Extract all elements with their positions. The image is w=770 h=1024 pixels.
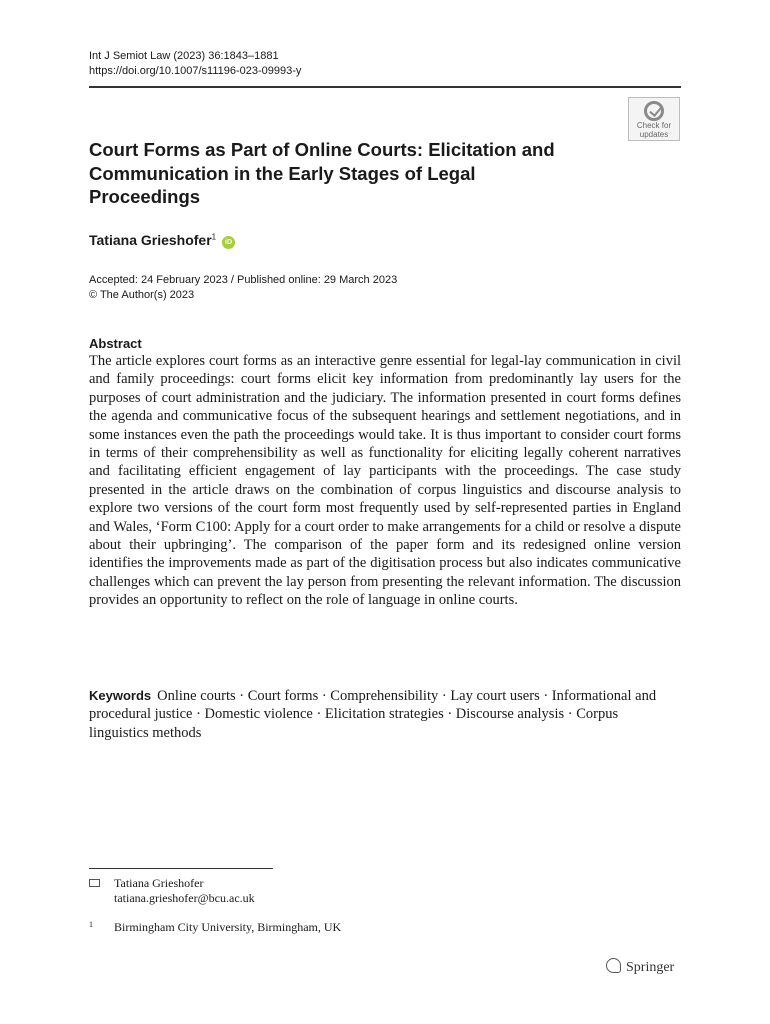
journal-header	[89, 49, 301, 79]
publisher-name: Springer	[626, 960, 675, 975]
affiliation-text: Birmingham City University, Birmingham, UK	[114, 920, 342, 934]
keywords-block	[89, 687, 681, 742]
journal-citation: Int J Semiot Law (2023) 36:1843–1881	[89, 50, 279, 62]
abstract-text: The article explores court forms as an interactive genre essential for legal-lay communication in civil and family proceedings: court forms elicit key information from predominantly lay users for the purposes of court administration and the judiciary. The information presented in court forms defines the agenda and communicative focus of the subsequent hearings and settlement negotiations, and in some instances even the path the proceedings would take. It is thus important to consider court forms in terms of their comprehensibility as well as functionality for eliciting legally coherent narratives and facilitating efficient engagement of lay participants with the proceedings. The case study presented in the article draws on the combination of corpus linguistics and discourse analysis to explore two versions of the court form most frequently used by self-represented parties in England and Wales, ‘Form C100: Apply for a court order to make arrangements for a child or resolve a dispute about their upbringing’. The comparison of the paper form and its redesigned online version identifies the improvements made as part of the digitisation process but also indicates communicative challenges which can prevent the lay person from presenting the relevant information. The discussion provides an opportunity to reflect on the role of language in online courts.	[89, 353, 681, 609]
affiliation-number: 1	[89, 920, 93, 929]
accepted-published-dates: Accepted: 24 February 2023 / Published online: 29 March 2023	[89, 274, 398, 286]
author-name[interactable]: Tatiana Grieshofer	[89, 232, 212, 248]
contact-name: Tatiana Grieshofer	[114, 876, 204, 890]
orcid-icon[interactable]: iD	[222, 236, 235, 249]
check-for-updates-badge[interactable]	[628, 97, 680, 141]
keywords-heading: Keywords	[89, 688, 152, 703]
envelope-icon	[89, 879, 100, 887]
affiliation-mark: 1	[211, 232, 217, 242]
keywords-list: Online courts · Court forms · Comprehensibility · Lay court users · Informational and procedural justice · Domestic violence · Elicitation strategies · Discourse analysis · Corpus linguistics methods	[89, 688, 657, 741]
check-badge-line2: updates	[639, 130, 669, 139]
publisher-logo	[606, 958, 674, 976]
contact-email[interactable]: tatiana.grieshofer@bcu.ac.uk	[114, 891, 255, 905]
abstract-heading: Abstract	[89, 336, 142, 351]
author-line	[89, 232, 235, 249]
contact-footnote	[89, 876, 255, 906]
affiliation-footnote	[89, 920, 341, 935]
copyright-notice: © The Author(s) 2023	[89, 289, 195, 301]
paper-title: Court Forms as Part of Online Courts: Elicitation and Communication in the Early Stages of Legal Proceedings	[89, 139, 555, 207]
springer-horse-icon	[606, 958, 621, 973]
header-rule	[89, 86, 681, 88]
check-for-updates-icon	[644, 101, 664, 121]
footnote-rule	[89, 868, 273, 869]
doi-link[interactable]: https://doi.org/10.1007/s11196-023-09993-y	[89, 65, 302, 77]
check-badge-line1: Check for	[636, 121, 672, 130]
publication-dates	[89, 273, 397, 303]
